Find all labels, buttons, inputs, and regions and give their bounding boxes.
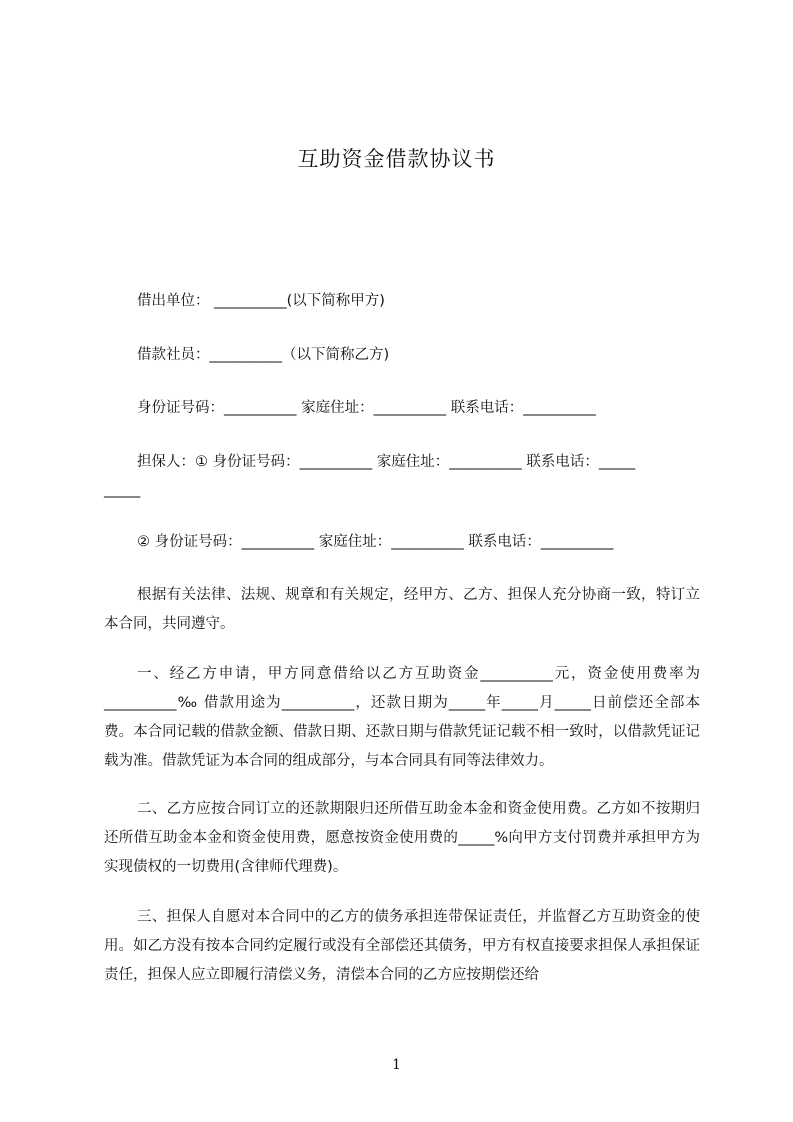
clause-1-text: 一、经乙方申请，甲方同意借给以乙方互助资金__________元，资金使用费率为__________‰ 借款用途为__________，还款日期为_____年_____月_____日前偿还全部本费。本合同记载的借款金额、借款日期、还款日期与借款凭证记载不相一致时，以借款凭证记载为准。借款凭证为本合同的组成部分，与本合同具有同等法律效力。 [104,666,700,769]
borrower-info-field: 身份证号码：__________ 家庭住址：__________ 联系电话：__________ [137,400,596,416]
page-number: 1 [392,1057,401,1073]
guarantor-1-field-continuation: _____ [104,482,141,498]
borrower-field: 借款社员：__________（以下简称乙方) [137,347,390,363]
document-title: 互助资金借款协议书 [297,147,496,171]
guarantor-1-field: 担保人：① 身份证号码：__________ 家庭住址：__________ 联系电话：_____ [137,454,636,470]
clause-2-text: 二、乙方应按合同订立的还款期限归还所借互助金本金和资金使用费。乙方如不按期归还所借互助金本金和资金使用费，愿意按资金使用费的_____%向甲方支付罚费并承担甲方为实现债权的一切费用(含律师代理费)。 [104,801,700,875]
preamble-text: 根据有关法律、法规、规章和有关规定，经甲方、乙方、担保人充分协商一致，特订立本合同，共同遵守。 [104,587,700,632]
clause-2-paragraph [104,795,700,882]
preamble-paragraph [104,581,700,639]
clause-3-paragraph [104,903,700,990]
clause-1-paragraph [104,660,700,776]
guarantor-2-field: ② 身份证号码：__________ 家庭住址：__________ 联系电话：__________ [137,534,614,550]
clause-3-text: 三、担保人自愿对本合同中的乙方的债务承担连带保证责任，并监督乙方互助资金的使用。如乙方没有按本合同约定履行或没有全部偿还其债务，甲方有权直接要求担保人承担保证责任，担保人应立即履行清偿义务，清偿本合同的乙方应按期偿还给 [104,909,700,983]
lender-field: 借出单位： __________(以下简称甲方) [137,293,385,309]
